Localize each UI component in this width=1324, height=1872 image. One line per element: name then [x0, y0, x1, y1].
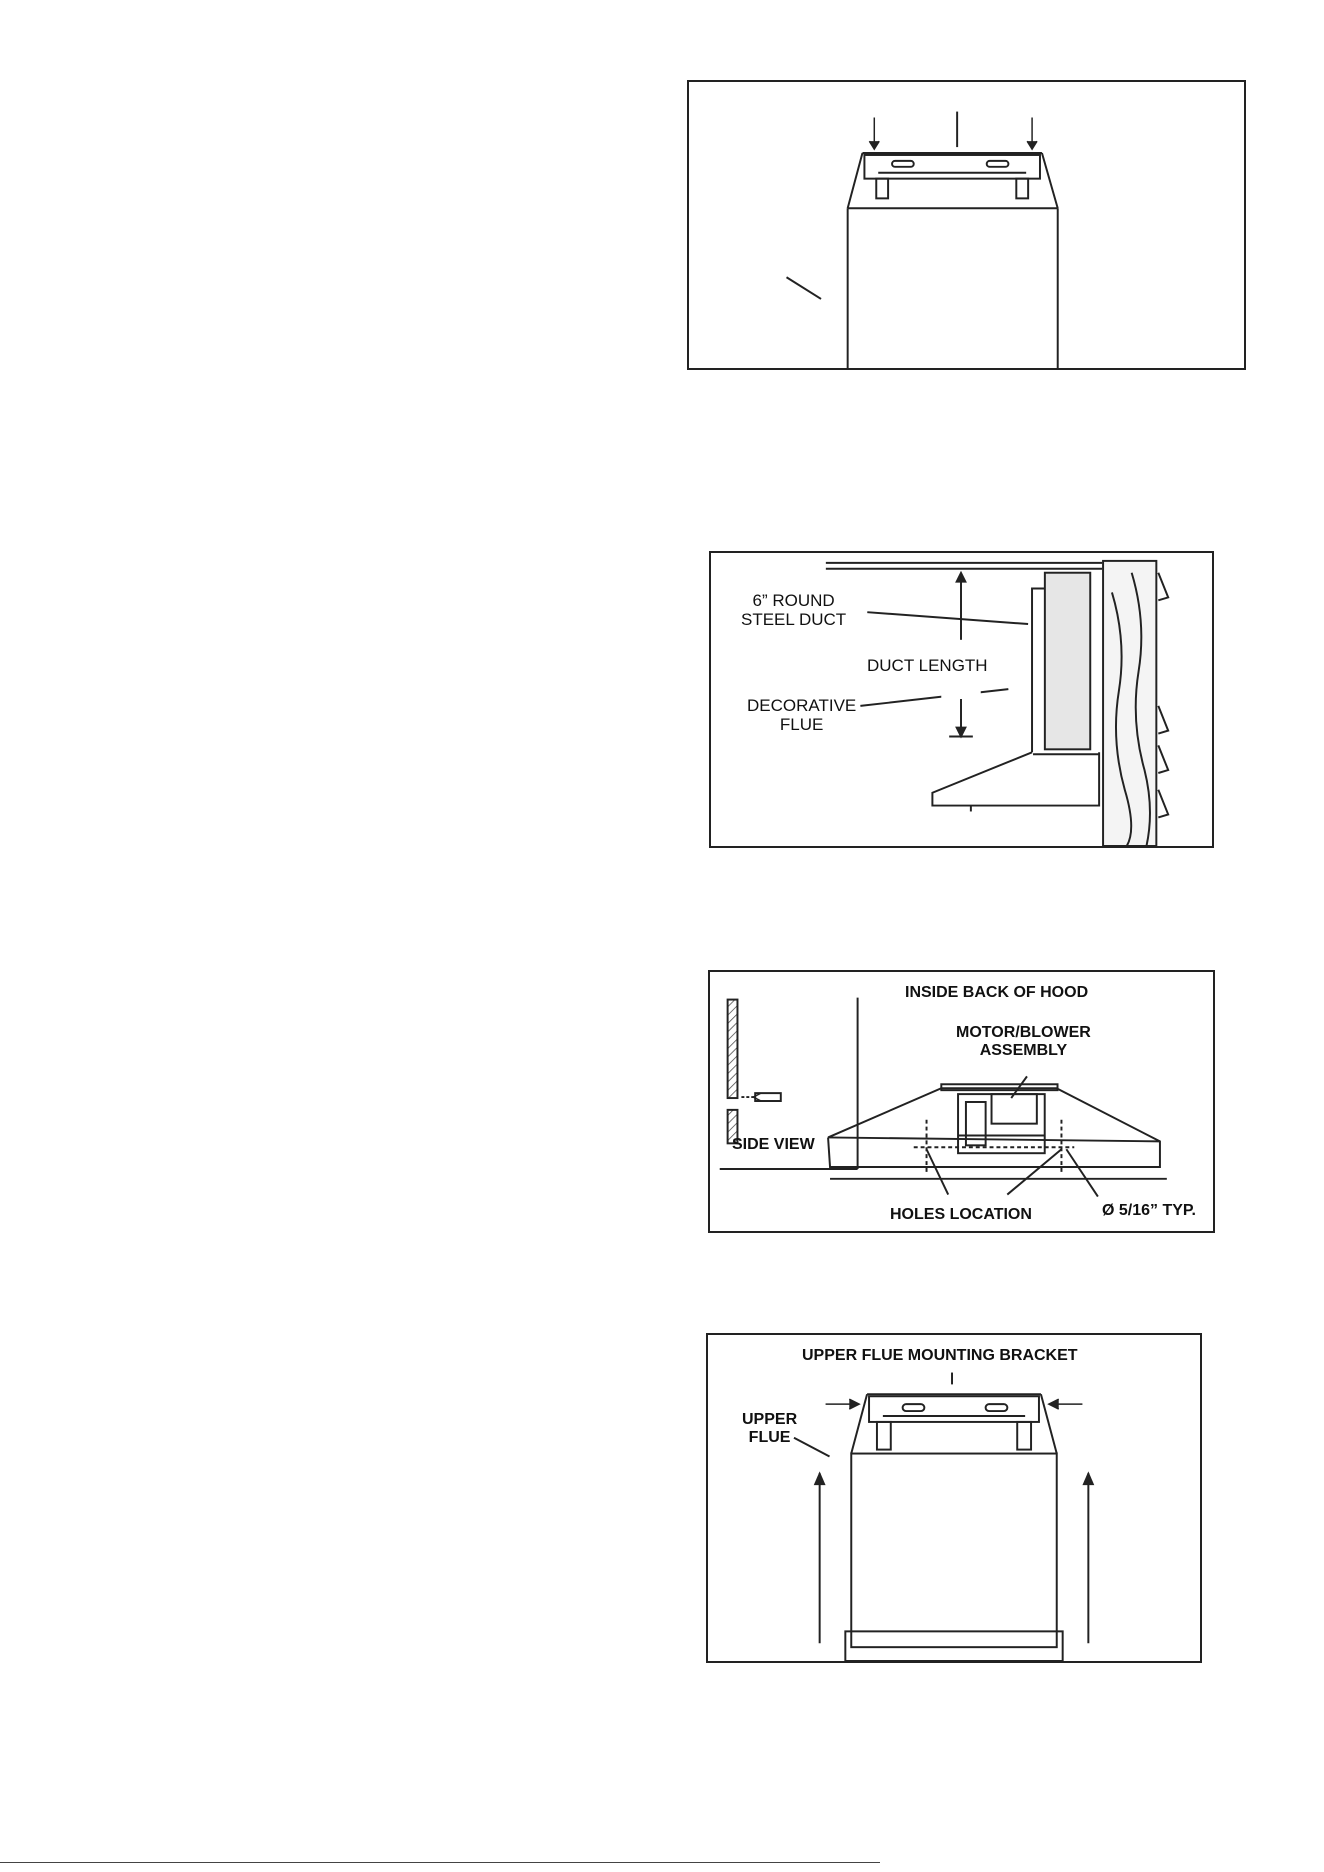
side-view-label: SIDE VIEW: [732, 1136, 815, 1153]
upper-flue-label: UPPER FLUE: [742, 1411, 798, 1446]
duct-length-label: DUCT LENGTH: [867, 656, 988, 675]
figure-top-bracket: [687, 80, 1246, 370]
holes-drawing: [710, 972, 1213, 1231]
upper-flue-bracket-label: UPPER FLUE MOUNTING BRACKET: [802, 1347, 1078, 1364]
upper-flue-drawing: [708, 1335, 1200, 1661]
decorative-flue-label: DECORATIVE FLUE: [747, 696, 857, 735]
diameter-label: Ø 5/16” TYP.: [1102, 1202, 1196, 1219]
figure-upper-flue: [706, 1333, 1202, 1663]
figure-holes-location: [708, 970, 1215, 1233]
motor-blower-label: MOTOR/BLOWER ASSEMBLY: [956, 1024, 1091, 1059]
top-bracket-drawing: [689, 82, 1244, 368]
screw-icon: [869, 118, 1037, 150]
figure-duct-length: [709, 551, 1214, 848]
footer-rule: [0, 1862, 880, 1863]
holes-location-label: HOLES LOCATION: [890, 1206, 1032, 1223]
round-duct-label: 6” ROUND STEEL DUCT: [741, 591, 847, 630]
inside-back-label: INSIDE BACK OF HOOD: [905, 984, 1089, 1001]
